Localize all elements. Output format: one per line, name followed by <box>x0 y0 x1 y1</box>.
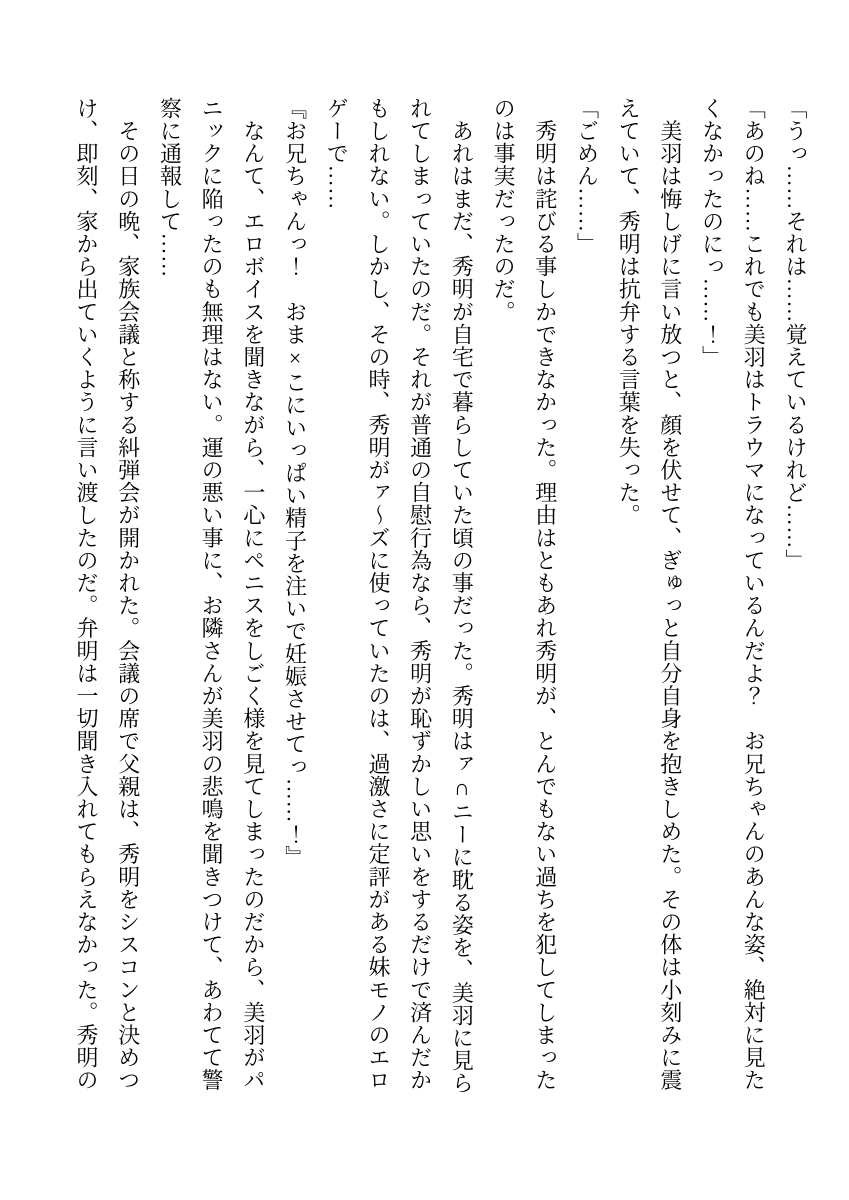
paragraph-narration <box>482 97 565 1095</box>
text-line: 「あのね……これでも美羽はトラウマになっているんだよ？ お兄ちゃんのあんな姿、絶対に見た <box>741 97 767 1092</box>
text-line: えていて、秀明は抗弁する言葉を失った。 <box>616 97 642 527</box>
text-line: なんて、エロボイスを聞きながら、一心にペニスをしごく様を見てしまったのだから、美羽がパ <box>240 97 266 1092</box>
text-line: もしれない。しかし、その時、秀明がァ〜ズに使っていたのは、過激さに定評がある妹モノのエロ <box>365 97 391 1092</box>
text-line: 秀明は詫びる事しかできなかった。理由はともあれ秀明が、とんでもない過ちを犯してしまった <box>532 97 558 1092</box>
text-line: 「うっ……それは……覚えているけれど……」 <box>783 97 808 572</box>
text-line: れてしまっていたのだ。それが普通の自慰行為なら、秀明が恥ずかしい思いをするだけで済んだか <box>407 97 433 1092</box>
text-line: 『お兄ちゃんっ！ おま×こにいっぱい精子を注いで妊娠させてっ……！』 <box>282 97 308 869</box>
paragraph-narration <box>316 97 483 1095</box>
text-line: くなかったのにっ……！」 <box>699 97 725 369</box>
censor-symbol: ∩ <box>449 775 475 801</box>
text-line: け、即刻、家から出ていくように言い渡したのだ。弁明は一切聞き入れてもらえなかった。秀明の <box>74 97 100 1092</box>
paragraph-narration <box>65 97 148 1095</box>
paragraph-dialogue <box>566 97 608 1095</box>
text-line: ニックに陥ったのも無理はない。運の悪い事に、お隣さんが美羽の悲鳴を聞きつけて、あわてて警 <box>199 97 225 1092</box>
vertical-text-block <box>65 97 816 1095</box>
paragraph-narration <box>149 97 274 1095</box>
text-line: のは事実だったのだ。 <box>491 97 517 323</box>
censor-symbol: × <box>282 345 308 372</box>
text-line: その日の晩、家族会議と称する糾弾会が開かれた。会議の席で父親は、秀明をシスコンと決めつ <box>115 97 141 1092</box>
paragraph-dialogue <box>691 97 774 1095</box>
text-line: 美羽は悔しげに言い放つと、顔を伏せて、ぎゅっと自分自身を抱きしめた。その体は小刻みに震 <box>657 97 683 1092</box>
text-line: 察に通報して…… <box>157 97 183 278</box>
paragraph-dialogue <box>774 97 816 1095</box>
paragraph-narration <box>607 97 690 1095</box>
text-line: ゲーで…… <box>324 97 350 210</box>
text-line: あれはまだ、秀明が自宅で暮らしていた頃の事だった。秀明はァ∩ニーに耽る姿を、美羽に見ら <box>449 97 475 1095</box>
text-line: 「ごめん……」 <box>574 97 600 256</box>
paragraph-dialogue <box>274 97 316 1095</box>
